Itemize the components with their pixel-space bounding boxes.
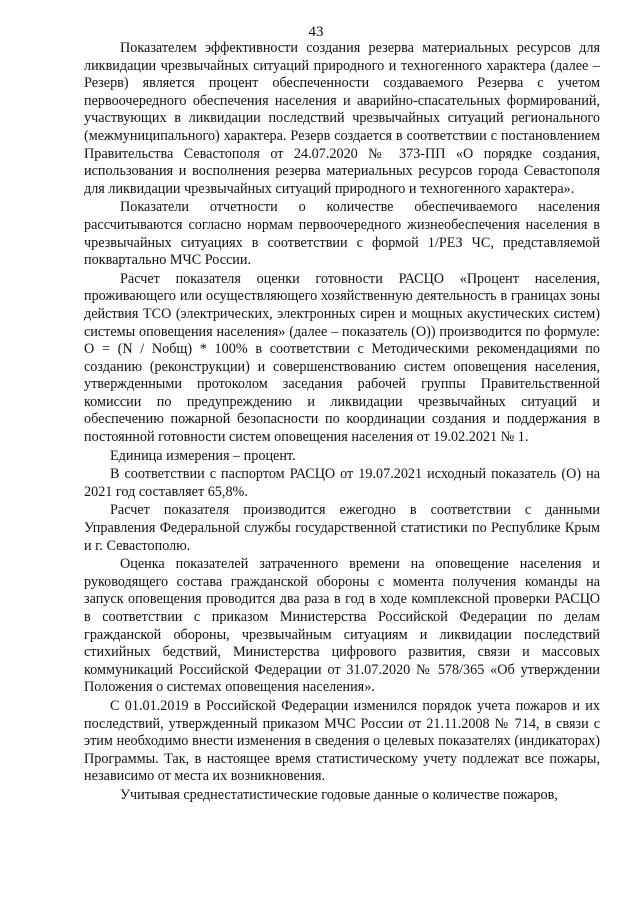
paragraph-rasco-readiness: Расчет показателя оценки готовности РАСЦО «Процент населения, проживающего или осуществляющего хозяйственную деятельность в границах зоны действия ТСО (электрических, электронных сирен и мощных акустических систем) системы оповещения населения» (далее – показатель (О)) производится по формуле: О = (N / Nобщ) * 100% в соответствии с Методическими рекомендациями по созданию (реконструкции) и совершенствованию систем оповещения населения, утвержденными протоколом заседания рабочей группы Правительственной комиссии по предупреждению и ликвидации чрезвычайных ситуаций и обеспечению пожарной безопасности по координации создания и поддержания в постоянной готовности систем оповещения населения от 19.02.2021 № 1.: [84, 270, 600, 446]
paragraph-rasco-passport: В соответствии с паспортом РАСЦО от 19.07.2021 исходный показатель (О) на 2021 год составляет 65,8%.: [84, 466, 600, 500]
paragraph-population-reporting: Показатели отчетности о количестве обеспечиваемого населения рассчитываются согласно нормам первоочередного жизнеобеспечения населения в чрезвычайных ситуациях в соответствии с формой 1/РЕЗ ЧС, представляемой поквартально МЧС России.: [84, 199, 600, 269]
paragraph-reserve-efficiency: Показателем эффективности создания резерва материальных ресурсов для ликвидации чрезвычайных ситуаций природного и техногенного характера (далее – Резерв) является процент обеспеченности создаваемого Резерва с учетом первоочередного обеспечения населения и аварийно-спасательных формирований, участвующих в ликвидации последствий чрезвычайных ситуаций регионального (межмуниципального) характера. Резерв создается в соответствии с постановлением Правительства Севастополя от 24.07.2020 № 373-ПП «О порядке создания, использования и восполнения резерва материальных ресурсов города Севастополя для ликвидации чрезвычайных ситуаций природного и техногенного характера».: [84, 40, 600, 197]
document-body: [84, 40, 600, 806]
paragraph-fire-statistics: Учитывая среднестатистические годовые данные о количестве пожаров,: [120, 786, 558, 803]
paragraph-fire-accounting: С 01.01.2019 в Российской Федерации изменился порядок учета пожаров и их последствий, утвержденный приказом МЧС России от 21.11.2008 № 714, в связи с этим необходимо внести изменения в сведения о целевых показателях (индикаторах) Программы. Так, в настоящее время статистическому учету подлежат все пожары, независимо от места их возникновения.: [84, 697, 600, 785]
page-number: 43: [308, 24, 324, 40]
paragraph-notification-time: Оценка показателей затраченного времени на оповещение населения и руководящего состава гражданской обороны с момента получения команды на запуск оповещения проводится два раза в год в ходе комплексной проверки РАСЦО в соответствии с приказом Министерства Российской Федерации по делам гражданской обороны, чрезвычайным ситуациям и ликвидации последствий стихийных бедствий, Министерства цифрового развития, связи и массовых коммуникаций Российской Федерации от 31.07.2020 № 578/365 «Об утверждении Положения о системах оповещения населения».: [84, 556, 600, 696]
paragraph-statistics-source: Расчет показателя производится ежегодно в соответствии с данными Управления Федеральной службы государственной статистики по Республике Крым и г. Севастополю.: [84, 502, 600, 554]
paragraph-unit-of-measure: Единица измерения – процент.: [110, 447, 296, 464]
